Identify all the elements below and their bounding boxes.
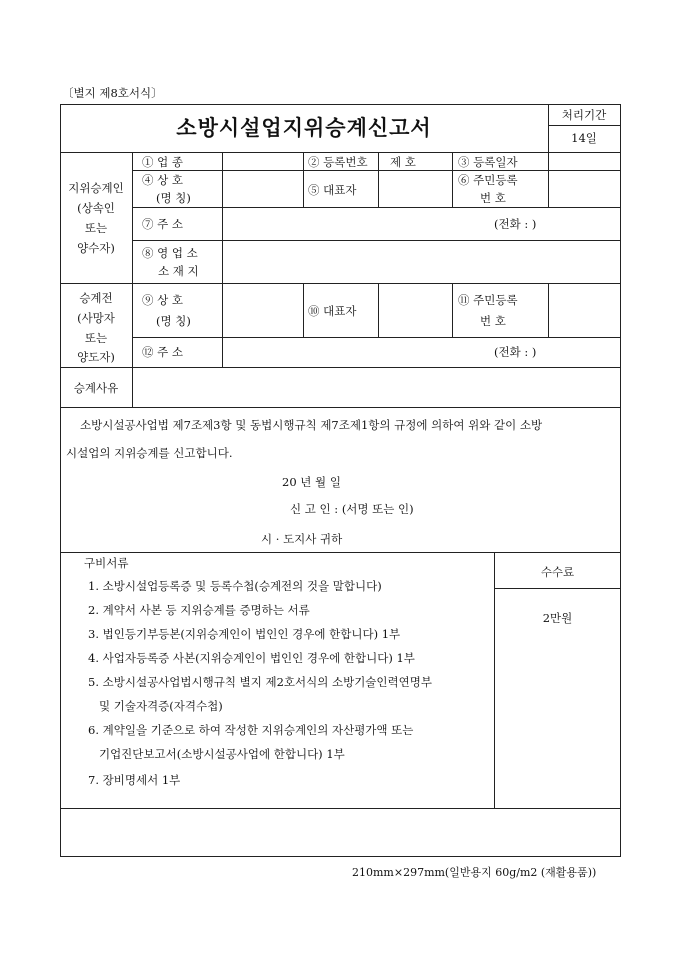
recipient-line: 시 · 도지사 귀하 — [261, 532, 343, 546]
predecessor-representative-field[interactable] — [379, 284, 452, 337]
declaration-date: 20 년 월 일 — [282, 475, 341, 489]
list-item: 6. 계약일을 기준으로 하여 작성한 지위승계인의 자산평가액 또는 — [88, 723, 414, 737]
successor-resident-number-field[interactable] — [549, 171, 620, 207]
reporter-line: 신 고 인 : (서명 또는 인) — [290, 502, 414, 516]
declaration-line-1: 소방시설공사업법 제7조제3항 및 동법시행규칙 제7조제1항의 규정에 의하여 위와 같이 소방 — [80, 418, 543, 432]
list-item: 7. 장비명세서 1부 — [88, 773, 181, 787]
paper-spec-footer: 210mm×297mm(일반용지 60g/m2 (재활용품)) — [352, 866, 597, 879]
registration-number-value[interactable]: 제 호 — [390, 155, 416, 169]
list-item: 1. 소방시설업등록증 및 등록수첩(승계전의 것을 말합니다) — [88, 579, 382, 593]
list-item: 5. 소방시설공사업법시행규칙 별지 제2호서식의 소방기술인력연명부 — [88, 675, 432, 689]
list-item: 및 기술자격증(자격수첩) — [88, 699, 223, 713]
successor-address-label: ⑦ 주 소 — [142, 217, 184, 231]
business-type-label: ① 업 종 — [142, 155, 184, 169]
page-title: 소방시설업지위승계신고서 — [176, 115, 432, 140]
fee-label: 수수료 — [540, 565, 575, 579]
successor-trade-name-field[interactable] — [223, 171, 302, 207]
processing-period-value: 14일 — [571, 131, 597, 145]
predecessor-resident-number-field[interactable] — [549, 284, 620, 337]
registration-number-label: ② 등록번호 — [308, 155, 368, 169]
form-number: 〔별지 제8호서식〕 — [62, 86, 163, 100]
predecessor-address-field[interactable] — [223, 338, 620, 367]
successor-address-field[interactable] — [223, 208, 620, 240]
registration-date-label: ③ 등록일자 — [458, 155, 518, 169]
declaration-line-2: 시설업의 지위승계를 신고합니다. — [66, 446, 233, 460]
notes-field[interactable] — [61, 809, 620, 856]
fee-value: 2만원 — [542, 611, 573, 625]
list-item: 3. 법인등기부등본(지위승계인이 법인인 경우에 한합니다) 1부 — [88, 627, 401, 641]
processing-period-label: 처리기간 — [561, 108, 607, 122]
successor-representative-label: ⑤ 대표자 — [308, 183, 357, 197]
successor-phone-label: (전화 : ) — [494, 217, 537, 231]
predecessor-address-label: ⑫ 주 소 — [142, 345, 184, 359]
successor-representative-field[interactable] — [379, 171, 452, 207]
predecessor-representative-label: ⑩ 대표자 — [308, 304, 357, 318]
reason-label: 승계사유 — [73, 381, 119, 395]
registration-date-field[interactable] — [549, 153, 620, 170]
reason-field[interactable] — [133, 368, 620, 407]
business-type-field[interactable] — [223, 153, 302, 170]
predecessor-phone-label: (전화 : ) — [494, 345, 537, 359]
predecessor-trade-name-field[interactable] — [223, 284, 302, 337]
office-location-field[interactable] — [223, 241, 620, 283]
list-item: 4. 사업자등록증 사본(지위승계인이 법인인 경우에 한합니다) 1부 — [88, 651, 415, 665]
list-item: 2. 계약서 사본 등 지위승계를 증명하는 서류 — [88, 603, 310, 617]
documents-header: 구비서류 — [84, 556, 129, 570]
list-item: 기업진단보고서(소방시설공사업에 한합니다) 1부 — [88, 747, 345, 761]
